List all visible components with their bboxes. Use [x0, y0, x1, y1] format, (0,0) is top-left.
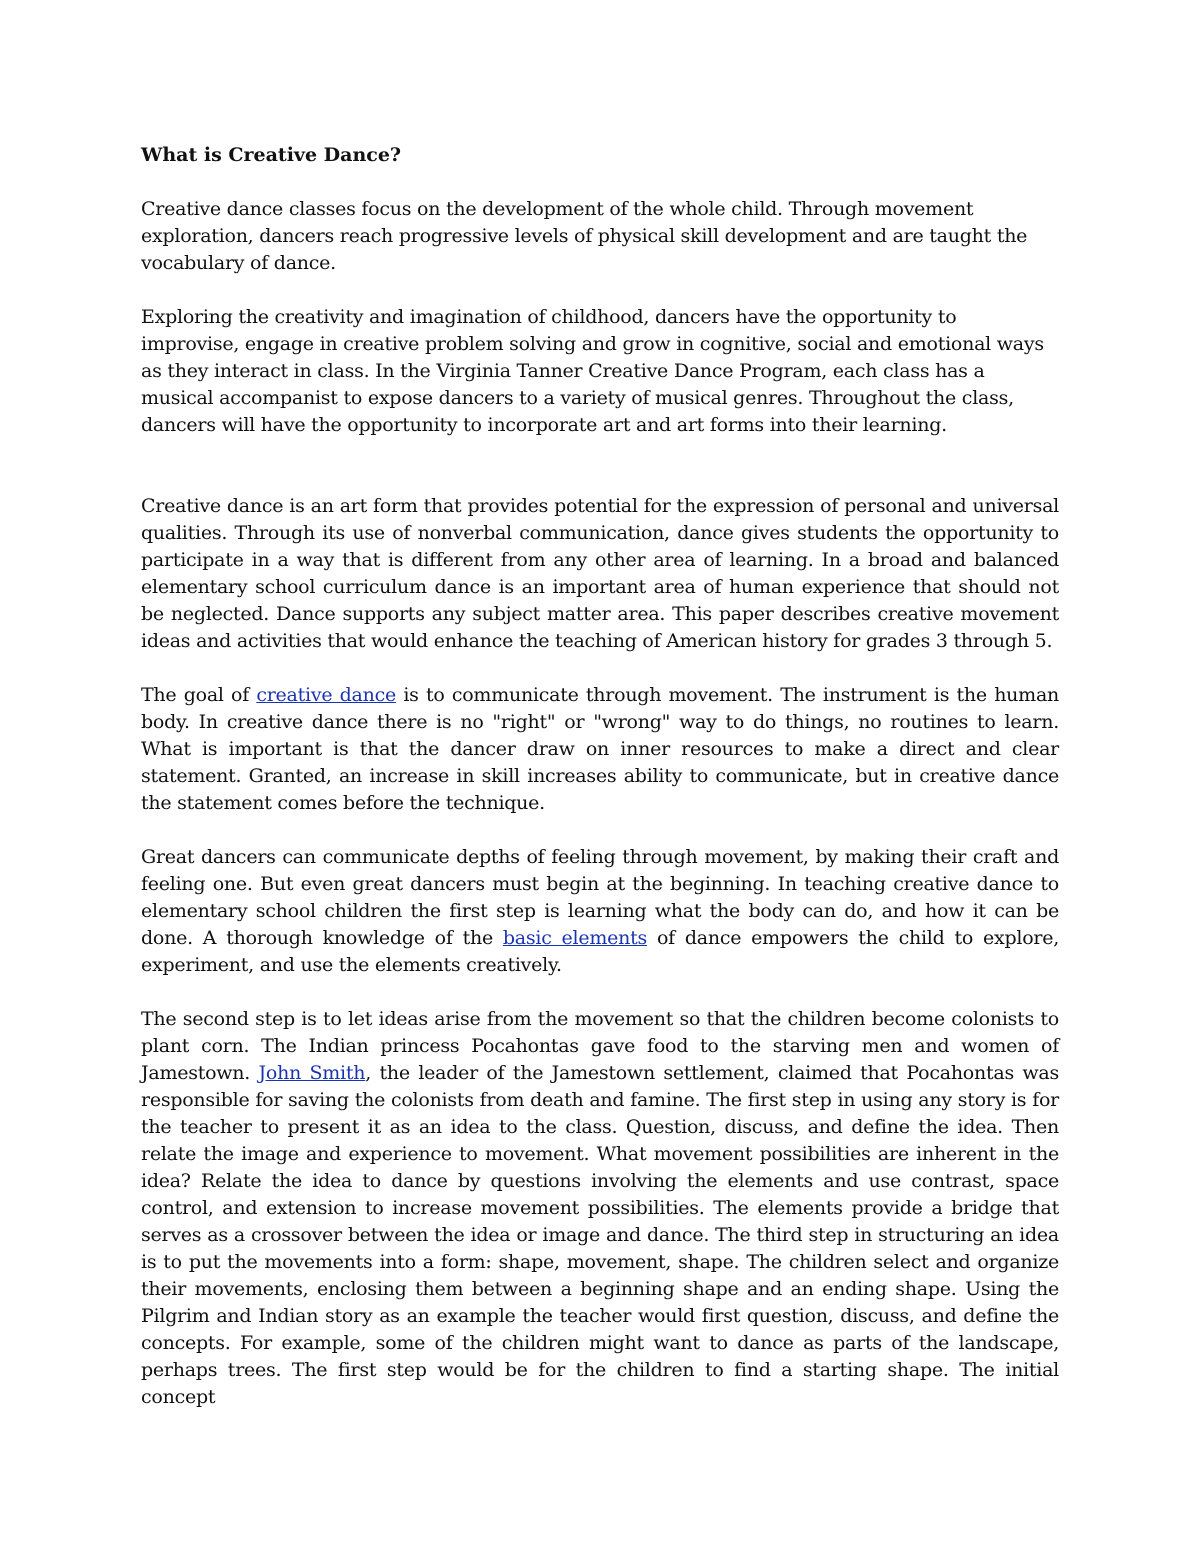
creative-dance-link[interactable]: creative dance: [256, 684, 396, 706]
paragraph-great-dancers-text-2: of dance empowers the child to explore, experiment, and use the elements creatively.: [141, 927, 1060, 976]
paragraph-great-dancers-text-1: Great dancers can communicate depths of feeling through movement, by making their craft and feeling one. But even great dancers must begin at the beginning. In teaching creative dance to elementary school children the first step is learning what the body can do, and how it can be done. A thorough knowledge of the: [141, 846, 1059, 949]
paragraph-second-step-text-1: The second step is to let ideas arise from the movement so that the children become colonists to plant corn. The Indian princess Pocahontas gave food to the starving men and women of Jamestown.: [141, 1008, 1059, 1084]
john-smith-link[interactable]: John Smith: [258, 1062, 366, 1084]
document-page: [141, 142, 1059, 1411]
paragraph-goal: [141, 682, 1059, 817]
paragraph-exploring: Exploring the creativity and imagination of childhood, dancers have the opportunity to improvise, engage in creative problem solving and grow in cognitive, social and emotional ways as they interact in class. In the Virginia Tanner Creative Dance Program, each class has a musical accompanist to expose dancers to a variety of musical genres. Throughout the class, dancers will have the opportunity to incorporate art and art forms into their learning.: [141, 306, 1044, 436]
paragraph-second-step: [141, 1006, 1059, 1411]
paragraph-goal-text-2: is to communicate through movement. The instrument is the human body. In creative dance there is no "right" or "wrong" way to do things, no routines to learn. What is important is that the dancer draw on inner resources to make a direct and clear statement. Granted, an increase in skill increases ability to communicate, but in creative dance the statement comes before the technique.: [141, 684, 1060, 814]
paragraph-intro: Creative dance classes focus on the development of the whole child. Through movement exploration, dancers reach progressive levels of physical skill development and are taught the vocabulary of dance.: [141, 198, 1028, 274]
basic-elements-link[interactable]: basic elements: [502, 927, 647, 949]
paragraph-second-step-text-2: , the leader of the Jamestown settlement, claimed that Pocahontas was responsible for saving the colonists from death and famine. The first step in using any story is for the teacher to present it as an idea to the class. Question, discuss, and define the idea. Then relate the image and experience to movement. What movement possibilities are inherent in the idea? Relate the idea to dance by questions involving the elements and use contrast, space control, and extension to increase movement possibilities. The elements provide a bridge that serves as a crossover between the idea or image and dance. The third step in structuring an idea is to put the movements into a form: shape, movement, shape. The children select and organize their movements, enclosing them between a beginning shape and an ending shape. Using the Pilgrim and Indian story as an example the teacher would first question, discuss, and define the concepts. For example, some of the children might want to dance as parts of the landscape, perhaps trees. The first step would be for the children to find a starting shape. The initial concept: [141, 1062, 1059, 1408]
paragraph-goal-text-1: The goal of: [141, 684, 257, 706]
paragraph-great-dancers: [141, 844, 1059, 979]
paragraph-art-form: Creative dance is an art form that provides potential for the expression of personal and universal qualities. Through its use of nonverbal communication, dance gives students the opportunity to participate in a way that is different from any other area of learning. In a broad and balanced elementary school curriculum dance is an important area of human experience that should not be neglected. Dance supports any subject matter area. This paper describes creative movement ideas and activities that would enhance the teaching of American history for grades 3 through 5.: [141, 495, 1059, 652]
document-title: What is Creative Dance?: [141, 144, 402, 166]
